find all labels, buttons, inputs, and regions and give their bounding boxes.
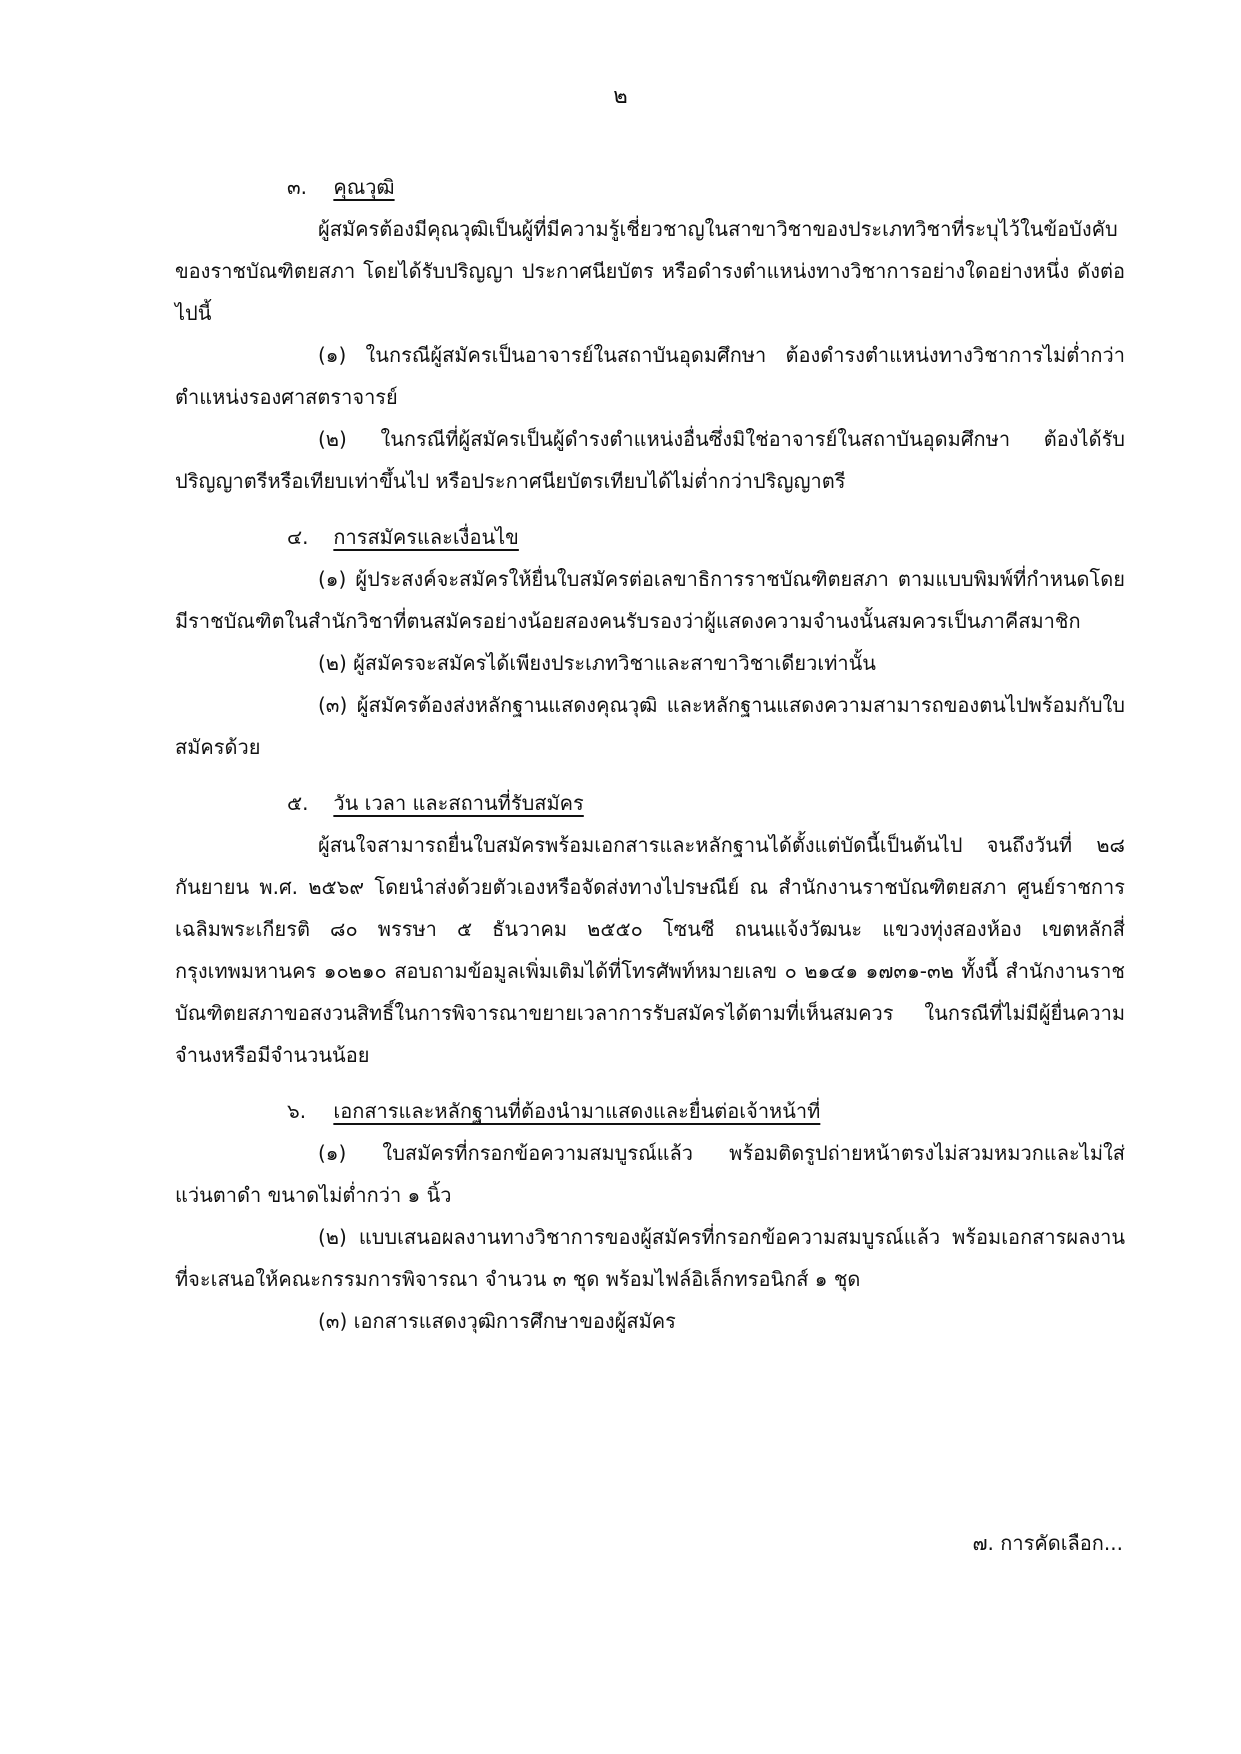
section-item: (๓) ผู้สมัครต้องส่งหลักฐานแสดงคุณวุฒิ และหลักฐานแสดงความสามารถของตนไปพร้อมกับใบสมัครด้วย: [175, 693, 1125, 759]
section-item: (๑) ในกรณีผู้สมัครเป็นอาจารย์ในสถาบันอุดมศึกษา ต้องดำรงตำแหน่งทางวิชาการไม่ต่ำกว่าตำแหน่งรองศาสตราจารย์: [175, 343, 1125, 409]
section-item: (๒) ผู้สมัครจะสมัครได้เพียงประเภทวิชาและสาขาวิชาเดียวเท่านั้น: [318, 651, 876, 675]
section-heading-qualifications: [175, 166, 1125, 208]
continuation-note: ๗. การคัดเลือก...: [972, 1531, 1123, 1555]
spacer: [175, 1076, 1125, 1090]
section-title: การสมัครและเงื่อนไข: [333, 525, 519, 549]
section-number: ๖.: [287, 1099, 307, 1123]
section-paragraph: ผู้สมัครต้องมีคุณวุฒิเป็นผู้ที่มีความรู้เชี่ยวชาญในสาขาวิชาของประเภทวิชาที่ระบุไว้ในข้อบังคับของราชบัณฑิตยสภา โดยได้รับปริญญา ประกาศนียบัตร หรือดำรงตำแหน่งทางวิชาการอย่างใดอย่างหนึ่ง ดังต่อไปนี้: [175, 217, 1125, 325]
section-item: (๒) แบบเสนอผลงานทางวิชาการของผู้สมัครที่กรอกข้อความสมบูรณ์แล้ว พร้อมเอกสารผลงานที่จะเสนอให้คณะกรรมการพิจารณา จำนวน ๓ ชุด พร้อมไฟล์อิเล็กทรอนิกส์ ๑ ชุด: [175, 1225, 1125, 1291]
spacer: [175, 502, 1125, 516]
section-item: (๑) ใบสมัครที่กรอกข้อความสมบูรณ์แล้ว พร้อมติดรูปถ่ายหน้าตรงไม่สวมหมวกและไม่ใส่แว่นตาดำ ขนาดไม่ต่ำกว่า ๑ นิ้ว: [175, 1141, 1125, 1207]
section-title: เอกสารและหลักฐานที่ต้องนำมาแสดงและยื่นต่อเจ้าหน้าที่: [333, 1099, 821, 1123]
section-title: วัน เวลา และสถานที่รับสมัคร: [333, 791, 584, 815]
section-heading-application-conditions: [175, 516, 1125, 558]
section-number: ๓.: [287, 175, 308, 199]
section-title: คุณวุฒิ: [333, 175, 395, 199]
section-heading-date-time-place: [175, 782, 1125, 824]
page-number: ๒: [613, 84, 628, 109]
spacer: [175, 768, 1125, 782]
section-item: (๒) ในกรณีที่ผู้สมัครเป็นผู้ดำรงตำแหน่งอื่นซึ่งมิใช่อาจารย์ในสถาบันอุดมศึกษา ต้องได้รับปริญญาตรีหรือเทียบเท่าขึ้นไป หรือประกาศนียบัตรเทียบได้ไม่ต่ำกว่าปริญญาตรี: [175, 427, 1125, 493]
document-body: [175, 166, 1125, 1342]
section-item: (๑) ผู้ประสงค์จะสมัครให้ยื่นใบสมัครต่อเลขาธิการราชบัณฑิตยสภา ตามแบบพิมพ์ที่กำหนดโดยมีราชบัณฑิตในสำนักวิชาที่ตนสมัครอย่างน้อยสองคนรับรองว่าผู้แสดงความจำนงนั้นสมควรเป็นภาคีสมาชิก: [175, 567, 1125, 633]
section-heading-documents: [175, 1090, 1125, 1132]
section-item: (๓) เอกสารแสดงวุฒิการศึกษาของผู้สมัคร: [318, 1309, 676, 1333]
section-number: ๕.: [287, 791, 309, 815]
section-paragraph: ผู้สนใจสามารถยื่นใบสมัครพร้อมเอกสารและหลักฐานได้ตั้งแต่บัดนี้เป็นต้นไป จนถึงวันที่ ๒๘ กันยายน พ.ศ. ๒๕๖๙ โดยนำส่งด้วยตัวเองหรือจัดส่งทางไปรษณีย์ ณ สำนักงานราชบัณฑิตยสภา ศูนย์ราชการเฉลิมพระเกียรติ ๘๐ พรรษา ๕ ธันวาคม ๒๕๕๐ โซนซี ถนนแจ้งวัฒนะ แขวงทุ่งสองห้อง เขตหลักสี่ กรุงเทพมหานคร ๑๐๒๑๐ สอบถามข้อมูลเพิ่มเติมได้ที่โทรศัพท์หมายเลข ๐ ๒๑๔๑ ๑๗๓๑-๓๒ ทั้งนี้ สำนักงานราชบัณฑิตยสภาขอสงวนสิทธิ์ในการพิจารณาขยายเวลาการรับสมัครได้ตามที่เห็นสมควร ในกรณีที่ไม่มีผู้ยื่นความจำนงหรือมีจำนวนน้อย: [175, 833, 1125, 1067]
section-number: ๔.: [287, 525, 309, 549]
